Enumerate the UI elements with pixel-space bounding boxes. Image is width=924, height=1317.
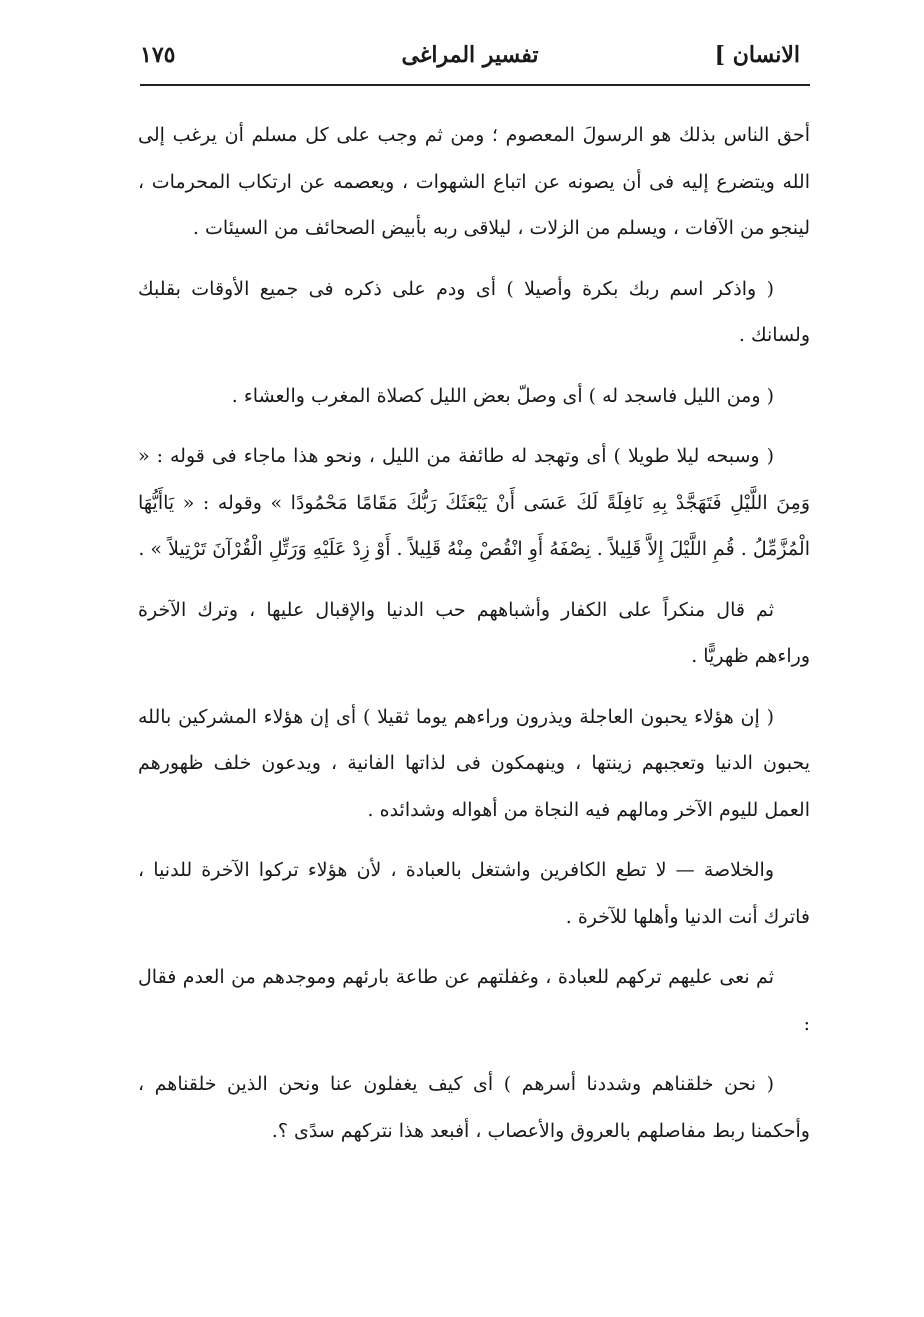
paragraph-8: ثم نعى عليهم تركهم للعبادة ، وغفلتهم عن طاعة بارئهم وموجدهم من العدم فقال : bbox=[138, 966, 810, 1035]
book-title: تفسير المراغى bbox=[401, 42, 539, 68]
paragraph-1: أحق الناس بذلك هو الرسولَ المعصوم ؛ ومن ثم وجب على كل مسلم أن يرغب إلى الله ويتضرع إليه فى أن يصونه عن اتباع الشهوات ، ويعصمه عن ارتكاب المحرمات ، لينجو من الآفات ، ويسلم من الزلات ، ليلاقى ربه بأبيض الصحائف من السيئات . bbox=[138, 124, 810, 239]
paragraph-4: ( وسبحه ليلا طويلا ) أى وتهجد له طائفة من الليل ، ونحو هذا ماجاء فى قوله : « وَمِنَ اللَّيْلِ فَتَهَجَّدْ بِهِ نَافِلَةً لَكَ عَسَى أَنْ يَبْعَثَكَ رَبُّكَ مَقَامًا مَحْمُودًا » وقوله : « يَاأَيُّهَا الْمُزَّمِّلُ . قُمِ اللَّيْلَ إِلاَّ قَلِيلاً . نِصْفَهُ أَوِ انْقُصْ مِنْهُ قَلِيلاً . أَوْ زِدْ عَلَيْهِ وَرَتِّلِ الْقُرْآنَ تَرْتِيلاً » . bbox=[138, 445, 810, 560]
header-divider bbox=[140, 84, 810, 86]
page-header bbox=[140, 38, 800, 82]
paragraph-2: ( واذكر اسم ربك بكرة وأصيلا ) أى ودم على ذكره فى جميع الأوقات بقلبك ولسانك . bbox=[138, 277, 810, 346]
paragraph-9: ( نحن خلقناهم وشددنا أسرهم ) أى كيف يغفلون عنا ونحن الذين خلقناهم ، وأحكمنا ربط مفاصلهم بالعروق والأعصاب ، أفبعد هذا نتركهم سدًى ؟. bbox=[138, 1073, 810, 1142]
paragraph-5: ثم قال منكراً على الكفار وأشباههم حب الدنيا والإقبال عليها ، وترك الآخرة وراءهم ظهريًّا . bbox=[138, 598, 810, 667]
page-number: ١٧٥ bbox=[140, 42, 176, 68]
body-text bbox=[138, 112, 810, 1154]
paragraph-6: ( إن هؤلاء يحبون العاجلة ويذرون وراءهم يوما ثقيلا ) أى إن هؤلاء المشركين بالله يحبون الدنيا وتعجبهم زينتها ، وينهمكون فى لذاتها الفانية ، ويدعون خلف ظهورهم العمل لليوم الآخر ومالهم فيه النجاة من أهواله وشدائده . bbox=[138, 705, 810, 821]
paragraph-3: ( ومن الليل فاسجد له ) أى وصلّ بعض الليل كصلاة المغرب والعشاء . bbox=[231, 384, 774, 407]
chapter-name: الانسان ] bbox=[714, 42, 800, 68]
paragraph-7: والخلاصة — لا تطع الكافرين واشتغل بالعبادة ، لأن هؤلاء تركوا الآخرة للدنيا ، فاترك أنت الدنيا وأهلها للآخرة . bbox=[138, 859, 810, 928]
